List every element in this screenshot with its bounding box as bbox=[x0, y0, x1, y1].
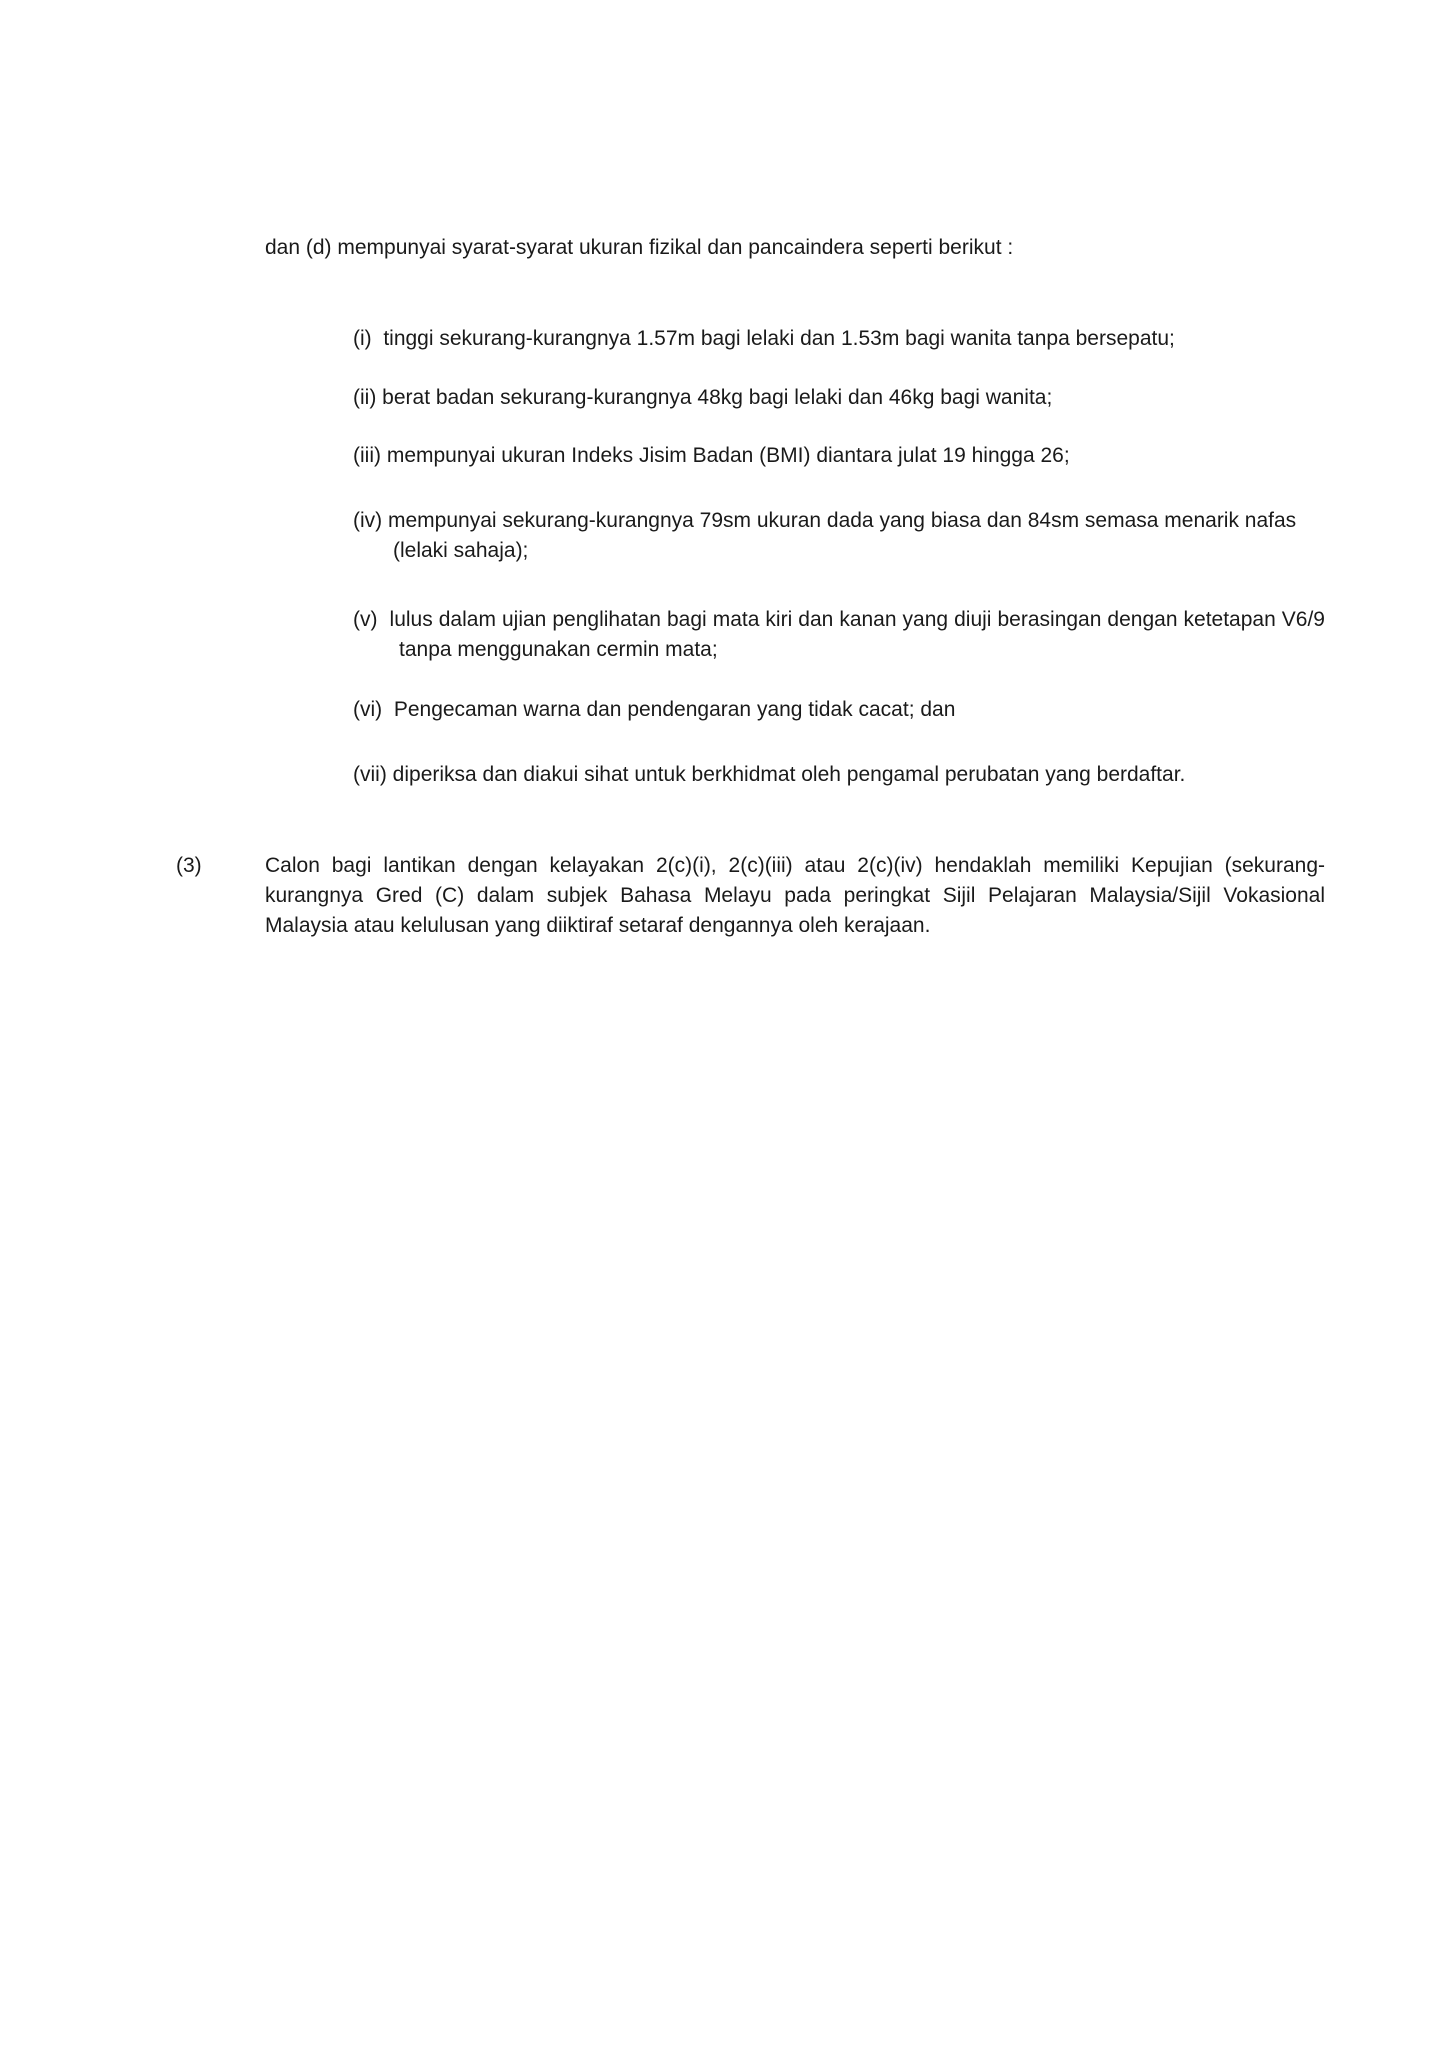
list-item-vi bbox=[353, 695, 1325, 725]
item-number: (vi) bbox=[353, 698, 383, 721]
item-number: (iv) bbox=[353, 509, 383, 532]
paragraph-text: Calon bagi lantikan dengan kelayakan 2(c)(i), 2(c)(iii) atau 2(c)(iv) hendaklah memiliki Kepujian (sekurang-kurangnya Gred (C) dalam subjek Bahasa Melayu pada peringkat Sijil Pelajaran Malaysia/Sijil Vokasional Malaysia atau kelulusan yang diiktiraf setaraf dengannya oleh kerajaan. bbox=[265, 854, 1325, 937]
list-item-v bbox=[353, 605, 1325, 665]
item-text: tinggi sekurang-kurangnya 1.57m bagi lelaki dan 1.53m bagi wanita tanpa bersepatu; bbox=[383, 327, 1175, 350]
item-number: (i) bbox=[353, 327, 372, 350]
item-number: (iii) bbox=[353, 444, 381, 467]
item-text: mempunyai sekurang-kurangnya 79sm ukuran dada yang biasa dan 84sm semasa menarik nafas (lelaki sahaja); bbox=[388, 509, 1297, 562]
item-number: (v) bbox=[353, 608, 378, 631]
paragraph-number: (3) bbox=[176, 854, 202, 877]
list-item-iv bbox=[353, 506, 1325, 566]
list-item-i bbox=[353, 324, 1325, 354]
list-item-vii bbox=[353, 760, 1325, 790]
item-number: (vii) bbox=[353, 763, 387, 786]
item-number: (ii) bbox=[353, 386, 377, 409]
item-text: diperiksa dan diakui sihat untuk berkhidmat oleh pengamal perubatan yang berdaftar. bbox=[392, 763, 1186, 786]
item-text: lulus dalam ujian penglihatan bagi mata kiri dan kanan yang diuji berasingan dengan ketetapan V6/9 tanpa menggunakan cermin mata; bbox=[389, 608, 1325, 661]
intro-line: dan (d) mempunyai syarat-syarat ukuran fizikal dan pancaindera seperti berikut : bbox=[265, 236, 1014, 259]
list-item-ii bbox=[353, 383, 1325, 413]
item-text: Pengecaman warna dan pendengaran yang tidak cacat; dan bbox=[393, 698, 956, 721]
item-text: mempunyai ukuran Indeks Jisim Badan (BMI) diantara julat 19 hingga 26; bbox=[386, 444, 1070, 467]
list-item-iii bbox=[353, 441, 1325, 471]
item-text: berat badan sekurang-kurangnya 48kg bagi lelaki dan 46kg bagi wanita; bbox=[382, 386, 1053, 409]
